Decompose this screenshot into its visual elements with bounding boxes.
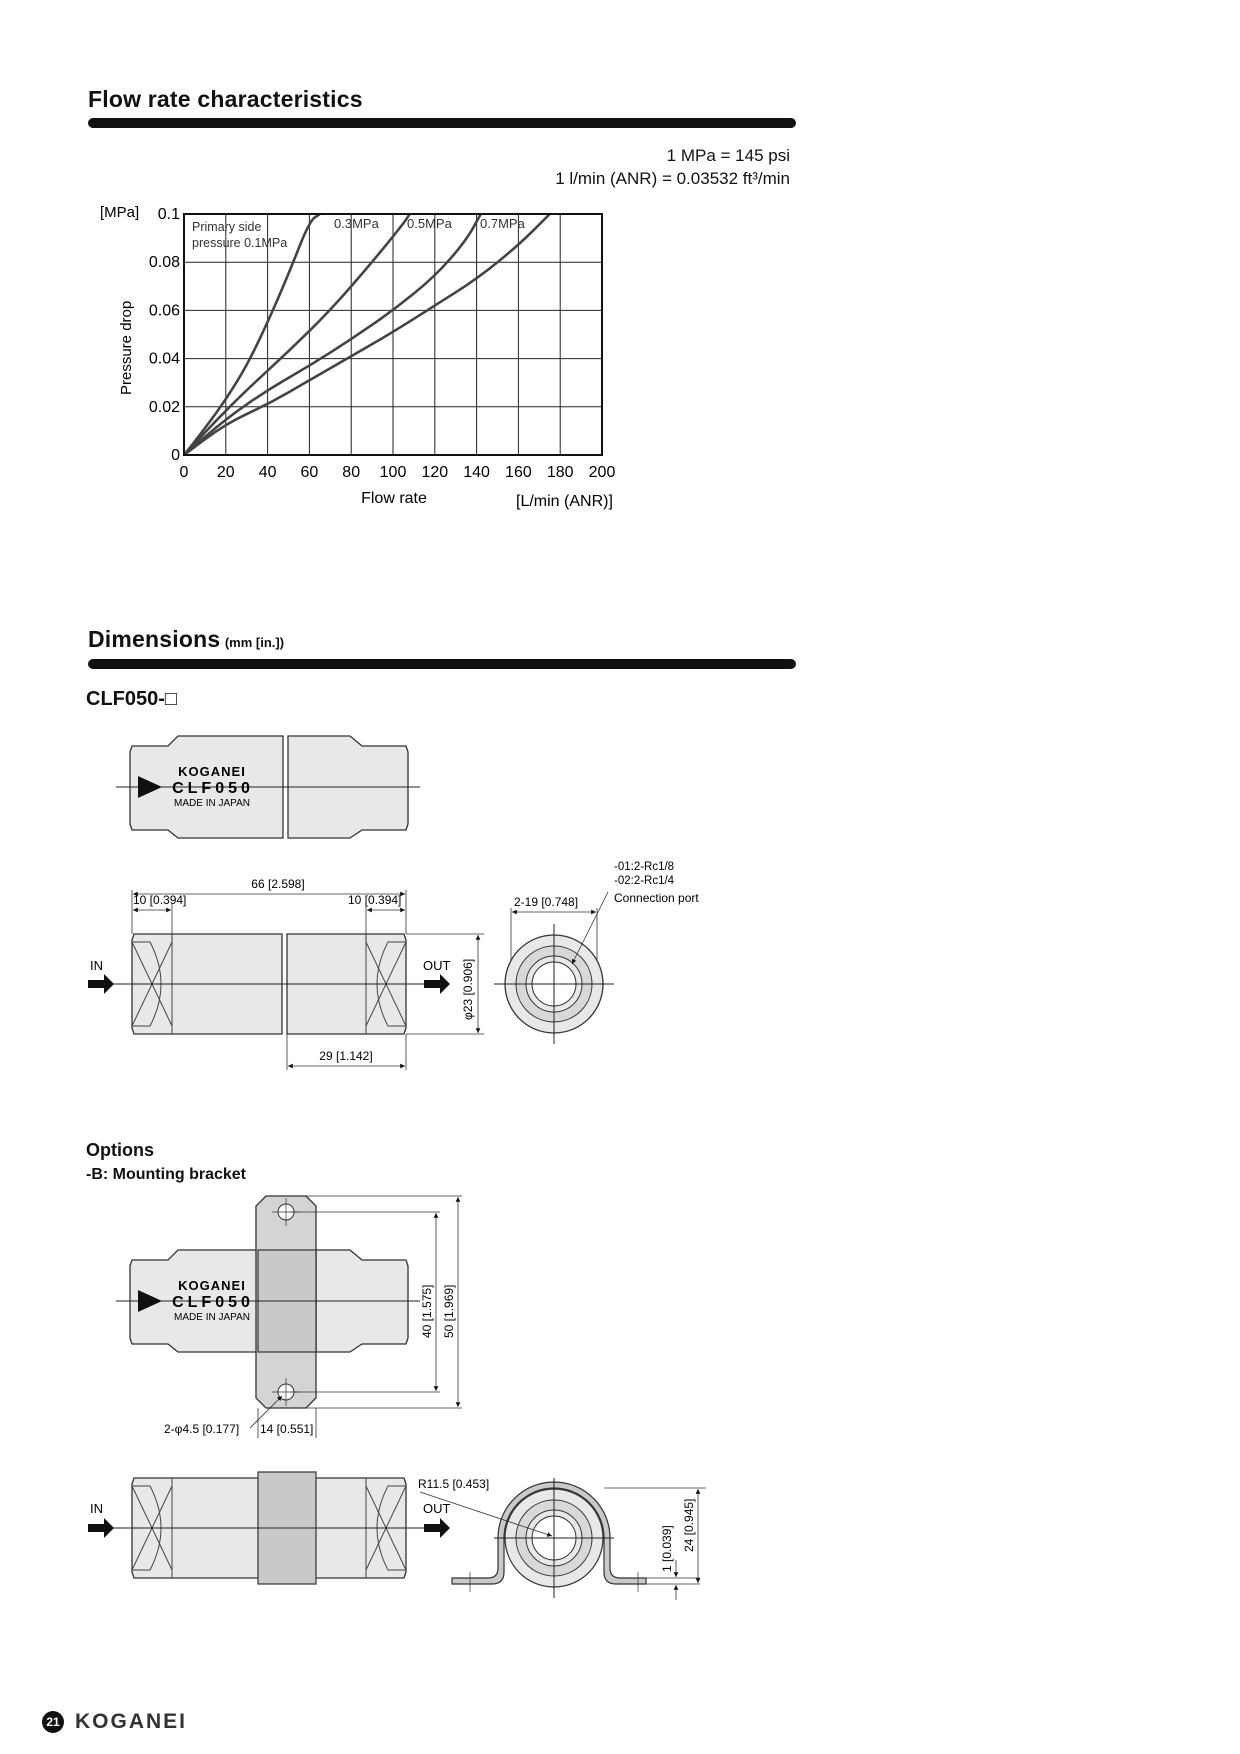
series-line-0.1MPa [184,214,320,455]
product-origin: MADE IN JAPAN [174,798,250,809]
y-tick-label: 0.04 [148,350,180,368]
annotation-line-2: pressure 0.1MPa [192,236,288,250]
series-line-0.5MPa [184,214,481,455]
bracket-in-arrow [88,1518,114,1538]
bracket-top-view [116,1196,462,1438]
section-divider [88,118,796,128]
bracket-side-view [88,1472,451,1584]
out-arrow [424,974,450,994]
section-divider [88,659,796,669]
bracket-product-model: CLF050 [172,1294,254,1311]
x-tick-label: 180 [546,464,574,481]
flow-rate-chart [0,195,660,525]
series-label-0.3mpa: 0.3MPa [334,216,379,231]
bracket-product-origin: MADE IN JAPAN [174,1312,250,1323]
chart-grid [184,214,602,455]
footer-brand-logo: KOGANEI [75,1710,188,1733]
dim-radius: R11.5 [0.453] [418,1477,490,1491]
y-tick-label: 0.06 [148,302,180,320]
y-tick-label: 0.08 [148,254,180,272]
x-tick-label: 140 [463,464,490,481]
filter-end-view [494,861,699,1044]
port-option-2: -02:2-Rc1/4 [614,875,675,887]
dim-bracket-outer: 50 [1.969] [442,1284,456,1338]
out-label: OUT [423,958,451,973]
x-tick-label: 40 [258,464,277,481]
x-tick-label: 0 [179,464,189,481]
options-title: Options [86,1140,154,1160]
dim-bracket-width: 14 [0.551] [260,1422,314,1436]
filter-side-view [88,877,484,1070]
x-tick-label: 120 [421,464,449,481]
chart-series [184,214,550,455]
bracket-in-label: IN [90,1501,103,1516]
unit-conversion-psi: 1 MPa = 145 psi [666,146,790,165]
series-line-0.7MPa [184,214,550,455]
page-number-badge: 21 [42,1711,64,1733]
y-axis-label: Pressure drop [118,300,135,395]
x-tick-label: 20 [216,464,235,481]
series-label-0.7mpa: 0.7MPa [480,216,525,231]
x-tick-label: 160 [505,464,532,481]
bracket-drawing [0,1188,760,1608]
dim-overall: 66 [2.598] [251,877,305,891]
dim-thickness: 1 [0.039] [660,1525,674,1572]
product-brand: KOGANEI [178,764,246,779]
x-tick-label: 80 [342,464,361,481]
annotation-line-1: Primary side [192,220,262,234]
filter-drawing [0,720,760,1120]
y-tick-label: 0 [171,447,180,464]
x-tick-label: 200 [588,464,616,481]
model-title: CLF050-□ [86,688,177,710]
x-tick-label: 60 [300,464,319,481]
option-b-title: -B: Mounting bracket [86,1166,246,1183]
dim-left-hex: 10 [0.394] [133,893,187,907]
bracket-out-arrow [424,1518,450,1538]
product-model: CLF050 [172,780,254,797]
dim-height: 24 [0.945] [682,1498,696,1552]
y-tick-label: 0.1 [157,206,180,223]
unit-conversion-flow: 1 l/min (ANR) = 0.03532 ft³/min [555,169,790,188]
dimensions-heading [88,626,284,653]
dimensions-unit: (mm [in.]) [224,635,285,650]
in-arrow [88,974,114,994]
dimensions-title: Dimensions [88,626,221,652]
flow-section-title: Flow rate characteristics [88,86,363,112]
x-unit-label: [L/min (ANR)] [516,493,613,510]
bracket-out-label: OUT [423,1501,451,1516]
y-unit-label: [MPa] [100,204,140,221]
x-axis-label: Flow rate [361,490,427,507]
dim-right-hex: 10 [0.394] [348,893,402,907]
port-label: Connection port [614,891,699,905]
dim-hole: 2-φ4.5 [0.177] [164,1422,240,1436]
bracket-end-view [418,1477,706,1600]
filter-top-view [116,736,420,838]
y-tick-label: 0.02 [148,398,180,416]
dim-half: 29 [1.142] [319,1049,373,1063]
in-label: IN [90,958,103,973]
bracket-product-brand: KOGANEI [178,1278,246,1293]
dim-hex-width: 2-19 [0.748] [514,895,579,909]
series-label-0.5mpa: 0.5MPa [407,216,452,231]
x-tick-label: 100 [379,464,407,481]
dim-bracket-inner: 40 [1.575] [420,1284,434,1338]
dim-diameter: φ23 [0.906] [461,958,475,1020]
port-option-1: -01:2-Rc1/8 [614,861,675,873]
